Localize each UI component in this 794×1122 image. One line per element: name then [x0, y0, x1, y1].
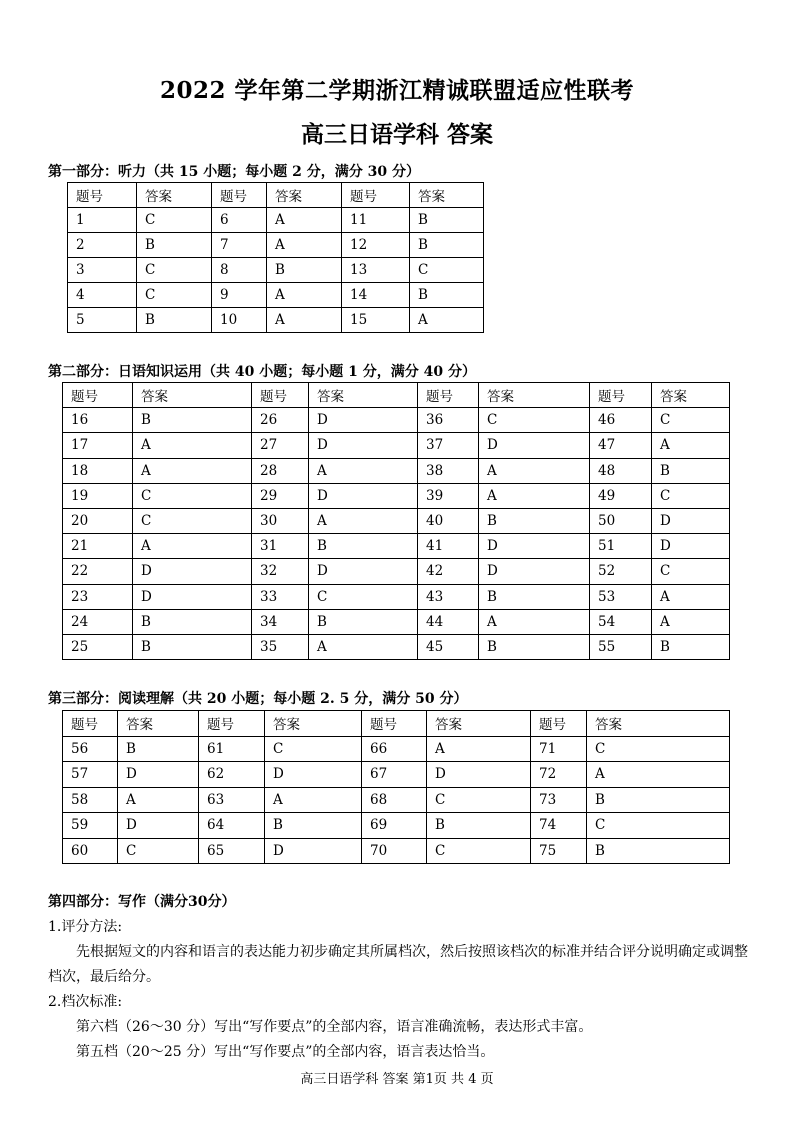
- page-subtitle: 高三日语学科 答案: [300, 121, 493, 148]
- grade-criteria-label: 2.档次标准:: [48, 994, 123, 1010]
- answer-cell: A: [410, 308, 484, 333]
- answer-cell: B: [133, 408, 252, 433]
- answer-cell: D: [265, 838, 362, 864]
- column-header-answer: 答案: [309, 383, 418, 408]
- answer-cell: B: [479, 634, 590, 659]
- question-number-cell: 31: [252, 534, 309, 559]
- question-number-cell: 51: [590, 534, 652, 559]
- answer-cell: C: [309, 584, 418, 609]
- writing-section: [48, 890, 758, 1065]
- answer-cell: D: [479, 433, 590, 458]
- answer-cell: B: [137, 233, 212, 258]
- table-row: [63, 762, 730, 788]
- question-number-cell: 41: [418, 534, 479, 559]
- table-row: [63, 736, 730, 762]
- answer-cell: C: [652, 559, 730, 584]
- question-number-cell: 45: [418, 634, 479, 659]
- answer-cell: C: [137, 208, 212, 233]
- table-row: [68, 283, 484, 308]
- answer-cell: A: [479, 609, 590, 634]
- question-number-cell: 20: [63, 508, 133, 533]
- column-header-answer: 答案: [118, 711, 199, 737]
- answer-cell: B: [587, 838, 730, 864]
- answer-cell: A: [479, 483, 590, 508]
- question-number-cell: 75: [531, 838, 587, 864]
- scoring-method-label: 1.评分方法:: [48, 919, 123, 935]
- question-number-cell: 8: [212, 258, 267, 283]
- column-header-answer: 答案: [427, 711, 531, 737]
- column-header-answer: 答案: [133, 383, 252, 408]
- answer-cell: C: [137, 258, 212, 283]
- answer-cell: A: [309, 634, 418, 659]
- answer-cell: D: [133, 584, 252, 609]
- answer-cell: A: [652, 584, 730, 609]
- question-number-cell: 61: [199, 736, 265, 762]
- answer-cell: B: [410, 208, 484, 233]
- column-header-number: 题号: [63, 383, 133, 408]
- question-number-cell: 55: [590, 634, 652, 659]
- table-row: [63, 433, 730, 458]
- answer-cell: B: [410, 283, 484, 308]
- answer-cell: D: [652, 534, 730, 559]
- column-header-answer: 答案: [265, 711, 362, 737]
- column-header-number: 题号: [63, 711, 118, 737]
- question-number-cell: 7: [212, 233, 267, 258]
- question-number-cell: 18: [63, 458, 133, 483]
- answer-cell: B: [479, 508, 590, 533]
- column-header-number: 题号: [342, 183, 410, 208]
- question-number-cell: 60: [63, 838, 118, 864]
- table-row: [63, 584, 730, 609]
- answer-cell: C: [479, 408, 590, 433]
- question-number-cell: 34: [252, 609, 309, 634]
- question-number-cell: 67: [362, 762, 427, 788]
- answer-cell: A: [265, 787, 362, 813]
- question-number-cell: 5: [68, 308, 137, 333]
- question-number-cell: 38: [418, 458, 479, 483]
- part3-heading: 第三部分：阅读理解（共 20 小题；每小题 2. 5 分，满分 50 分）: [48, 691, 468, 707]
- question-number-cell: 47: [590, 433, 652, 458]
- answer-cell: C: [118, 838, 199, 864]
- question-number-cell: 14: [342, 283, 410, 308]
- answer-cell: C: [265, 736, 362, 762]
- answer-cell: B: [652, 634, 730, 659]
- answer-cell: A: [652, 609, 730, 634]
- answer-cell: D: [133, 559, 252, 584]
- table-row: [68, 233, 484, 258]
- question-number-cell: 74: [531, 813, 587, 839]
- answer-cell: B: [410, 233, 484, 258]
- answer-cell: D: [479, 559, 590, 584]
- answer-cell: C: [133, 508, 252, 533]
- question-number-cell: 43: [418, 584, 479, 609]
- question-number-cell: 6: [212, 208, 267, 233]
- question-number-cell: 2: [68, 233, 137, 258]
- table-row: [63, 838, 730, 864]
- question-number-cell: 54: [590, 609, 652, 634]
- question-number-cell: 15: [342, 308, 410, 333]
- question-number-cell: 69: [362, 813, 427, 839]
- question-number-cell: 4: [68, 283, 137, 308]
- answer-cell: B: [427, 813, 531, 839]
- answer-cell: A: [427, 736, 531, 762]
- question-number-cell: 32: [252, 559, 309, 584]
- question-number-cell: 53: [590, 584, 652, 609]
- column-header-answer: 答案: [479, 383, 590, 408]
- question-number-cell: 58: [63, 787, 118, 813]
- answer-cell: B: [587, 787, 730, 813]
- answer-cell: D: [309, 433, 418, 458]
- question-number-cell: 66: [362, 736, 427, 762]
- answer-cell: A: [587, 762, 730, 788]
- answer-cell: B: [479, 584, 590, 609]
- question-number-cell: 70: [362, 838, 427, 864]
- answer-cell: A: [133, 534, 252, 559]
- answer-cell: A: [267, 308, 342, 333]
- answer-cell: A: [267, 283, 342, 308]
- table-row: [63, 787, 730, 813]
- table-row: [68, 258, 484, 283]
- answer-cell: B: [133, 609, 252, 634]
- column-header-answer: 答案: [267, 183, 342, 208]
- question-number-cell: 42: [418, 559, 479, 584]
- answer-cell: D: [479, 534, 590, 559]
- answer-cell: B: [265, 813, 362, 839]
- table-row: [63, 483, 730, 508]
- question-number-cell: 3: [68, 258, 137, 283]
- question-number-cell: 35: [252, 634, 309, 659]
- question-number-cell: 65: [199, 838, 265, 864]
- column-header-answer: 答案: [137, 183, 212, 208]
- answer-cell: D: [118, 762, 199, 788]
- column-header-number: 题号: [418, 383, 479, 408]
- question-number-cell: 24: [63, 609, 133, 634]
- question-number-cell: 59: [63, 813, 118, 839]
- column-header-number: 题号: [590, 383, 652, 408]
- question-number-cell: 27: [252, 433, 309, 458]
- answer-cell: A: [479, 458, 590, 483]
- column-header-number: 题号: [199, 711, 265, 737]
- table-row: [68, 208, 484, 233]
- answer-cell: C: [652, 408, 730, 433]
- question-number-cell: 23: [63, 584, 133, 609]
- grade-criterion-6: 第六档（26～30 分）写出“写作要点”的全部内容，语言准确流畅，表达形式丰富。: [76, 1019, 593, 1035]
- part4-heading: 第四部分：写作（满分30分）: [48, 894, 236, 910]
- question-number-cell: 37: [418, 433, 479, 458]
- table-header-row: [63, 711, 730, 737]
- column-header-number: 题号: [68, 183, 137, 208]
- part1-heading: 第一部分：听力（共 15 小题；每小题 2 分，满分 30 分）: [48, 164, 420, 180]
- table-row: [63, 634, 730, 659]
- page-footer: 高三日语学科 答案 第1页 共 4 页: [300, 1072, 494, 1087]
- table-row: [63, 408, 730, 433]
- answer-cell: D: [309, 408, 418, 433]
- answer-cell: A: [133, 458, 252, 483]
- question-number-cell: 22: [63, 559, 133, 584]
- question-number-cell: 72: [531, 762, 587, 788]
- question-number-cell: 46: [590, 408, 652, 433]
- question-number-cell: 28: [252, 458, 309, 483]
- part1-answer-table: [67, 182, 484, 333]
- answer-cell: B: [137, 308, 212, 333]
- column-header-number: 题号: [252, 383, 309, 408]
- answer-cell: D: [309, 483, 418, 508]
- table-row: [63, 609, 730, 634]
- question-number-cell: 40: [418, 508, 479, 533]
- table-header-row: [68, 183, 484, 208]
- question-number-cell: 21: [63, 534, 133, 559]
- question-number-cell: 56: [63, 736, 118, 762]
- answer-cell: C: [410, 258, 484, 283]
- question-number-cell: 49: [590, 483, 652, 508]
- table-row: [63, 559, 730, 584]
- question-number-cell: 44: [418, 609, 479, 634]
- question-number-cell: 73: [531, 787, 587, 813]
- answer-cell: C: [427, 838, 531, 864]
- answer-cell: A: [267, 233, 342, 258]
- question-number-cell: 68: [362, 787, 427, 813]
- part2-heading: 第二部分：日语知识运用（共 40 小题；每小题 1 分，满分 40 分）: [48, 364, 476, 380]
- part3-answer-table: [62, 710, 730, 864]
- question-number-cell: 10: [212, 308, 267, 333]
- question-number-cell: 50: [590, 508, 652, 533]
- column-header-number: 题号: [212, 183, 267, 208]
- answer-cell: B: [118, 736, 199, 762]
- answer-cell: A: [118, 787, 199, 813]
- question-number-cell: 39: [418, 483, 479, 508]
- table-row: [63, 458, 730, 483]
- question-number-cell: 63: [199, 787, 265, 813]
- answer-cell: B: [652, 458, 730, 483]
- question-number-cell: 57: [63, 762, 118, 788]
- answer-cell: D: [309, 559, 418, 584]
- scoring-method-text: 先根据短文的内容和语言的表达能力初步确定其所属档次，然后按照该档次的标准并结合评分说明确定或调整档次，最后给分。: [48, 944, 748, 985]
- question-number-cell: 48: [590, 458, 652, 483]
- question-number-cell: 52: [590, 559, 652, 584]
- table-row: [63, 508, 730, 533]
- question-number-cell: 12: [342, 233, 410, 258]
- question-number-cell: 62: [199, 762, 265, 788]
- answer-cell: A: [133, 433, 252, 458]
- answer-cell: D: [427, 762, 531, 788]
- answer-cell: C: [652, 483, 730, 508]
- answer-cell: B: [133, 634, 252, 659]
- table-header-row: [63, 383, 730, 408]
- answer-cell: A: [309, 458, 418, 483]
- question-number-cell: 33: [252, 584, 309, 609]
- answer-cell: C: [133, 483, 252, 508]
- question-number-cell: 29: [252, 483, 309, 508]
- column-header-answer: 答案: [410, 183, 484, 208]
- question-number-cell: 1: [68, 208, 137, 233]
- answer-cell: C: [587, 813, 730, 839]
- question-number-cell: 16: [63, 408, 133, 433]
- answer-cell: B: [309, 609, 418, 634]
- question-number-cell: 9: [212, 283, 267, 308]
- answer-cell: A: [267, 208, 342, 233]
- column-header-answer: 答案: [652, 383, 730, 408]
- answer-cell: A: [652, 433, 730, 458]
- question-number-cell: 71: [531, 736, 587, 762]
- column-header-number: 题号: [531, 711, 587, 737]
- part2-answer-table: [62, 382, 730, 660]
- answer-cell: D: [265, 762, 362, 788]
- column-header-answer: 答案: [587, 711, 730, 737]
- question-number-cell: 26: [252, 408, 309, 433]
- page-title: 2022 学年第二学期浙江精诚联盟适应性联考: [159, 77, 635, 104]
- answer-cell: B: [309, 534, 418, 559]
- answer-cell: D: [118, 813, 199, 839]
- question-number-cell: 36: [418, 408, 479, 433]
- question-number-cell: 25: [63, 634, 133, 659]
- table-row: [63, 813, 730, 839]
- answer-cell: C: [137, 283, 212, 308]
- table-row: [68, 308, 484, 333]
- question-number-cell: 11: [342, 208, 410, 233]
- question-number-cell: 30: [252, 508, 309, 533]
- answer-cell: B: [267, 258, 342, 283]
- table-row: [63, 534, 730, 559]
- answer-cell: C: [427, 787, 531, 813]
- question-number-cell: 64: [199, 813, 265, 839]
- answer-cell: C: [587, 736, 730, 762]
- question-number-cell: 13: [342, 258, 410, 283]
- answer-cell: A: [309, 508, 418, 533]
- answer-cell: D: [652, 508, 730, 533]
- question-number-cell: 17: [63, 433, 133, 458]
- column-header-number: 题号: [362, 711, 427, 737]
- question-number-cell: 19: [63, 483, 133, 508]
- grade-criterion-5: 第五档（20～25 分）写出“写作要点”的全部内容，语言表达恰当。: [76, 1044, 495, 1060]
